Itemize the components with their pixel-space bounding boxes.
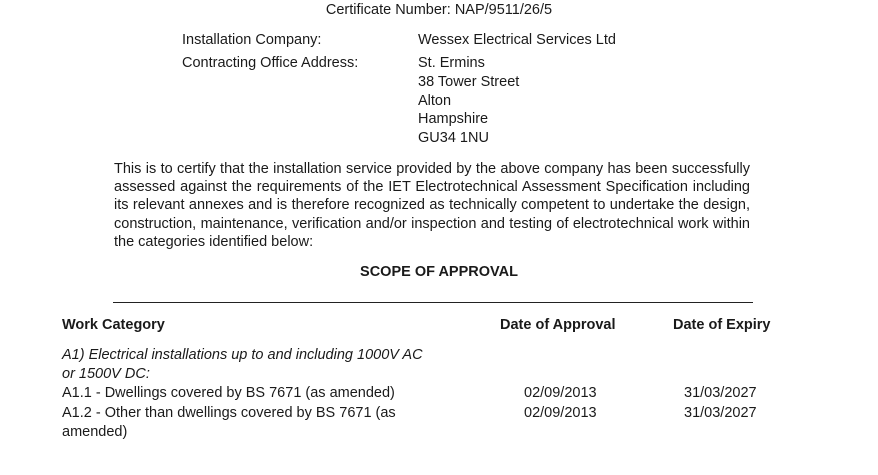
row-category-cont: amended) — [62, 424, 128, 440]
header-date-of-approval: Date of Approval — [500, 317, 616, 333]
row-approval-date: 02/09/2013 — [524, 405, 597, 421]
category-group-title: A1) Electrical installations up to and including 1000V AC — [62, 347, 423, 363]
row-expiry-date: 31/03/2027 — [684, 405, 757, 421]
row-approval-date: 02/09/2013 — [524, 385, 597, 401]
address-line: Hampshire — [418, 111, 489, 127]
category-group-title-cont: or 1500V DC: — [62, 366, 150, 382]
header-date-of-expiry: Date of Expiry — [673, 317, 771, 333]
row-category: A1.1 - Dwellings covered by BS 7671 (as amended) — [62, 385, 395, 401]
address-line: 38 Tower Street — [418, 74, 520, 90]
address-line: GU34 1NU — [418, 130, 489, 146]
header-work-category: Work Category — [62, 317, 165, 333]
row-expiry-date: 31/03/2027 — [684, 385, 757, 401]
contracting-address-label: Contracting Office Address: — [182, 55, 359, 71]
scope-title: SCOPE OF APPROVAL — [360, 264, 518, 280]
divider — [113, 302, 753, 303]
address-line: Alton — [418, 93, 452, 109]
installation-company-value: Wessex Electrical Services Ltd — [418, 32, 616, 48]
certification-statement: This is to certify that the installation service provided by the above company has been successfully assessed against the requirements of the IET Electrotechnical Assessment Specification including its relevant annexes and is therefore recognized as technically competent to undertake the design, construction, maintenance, verification and/or inspection and testing of electrotechnical work within the categories identified below: — [114, 161, 750, 250]
installation-company-label: Installation Company: — [182, 32, 322, 48]
row-category: A1.2 - Other than dwellings covered by BS 7671 (as — [62, 405, 396, 421]
address-line: St. Ermins — [418, 55, 485, 71]
certificate-number: Certificate Number: NAP/9511/26/5 — [325, 2, 553, 18]
